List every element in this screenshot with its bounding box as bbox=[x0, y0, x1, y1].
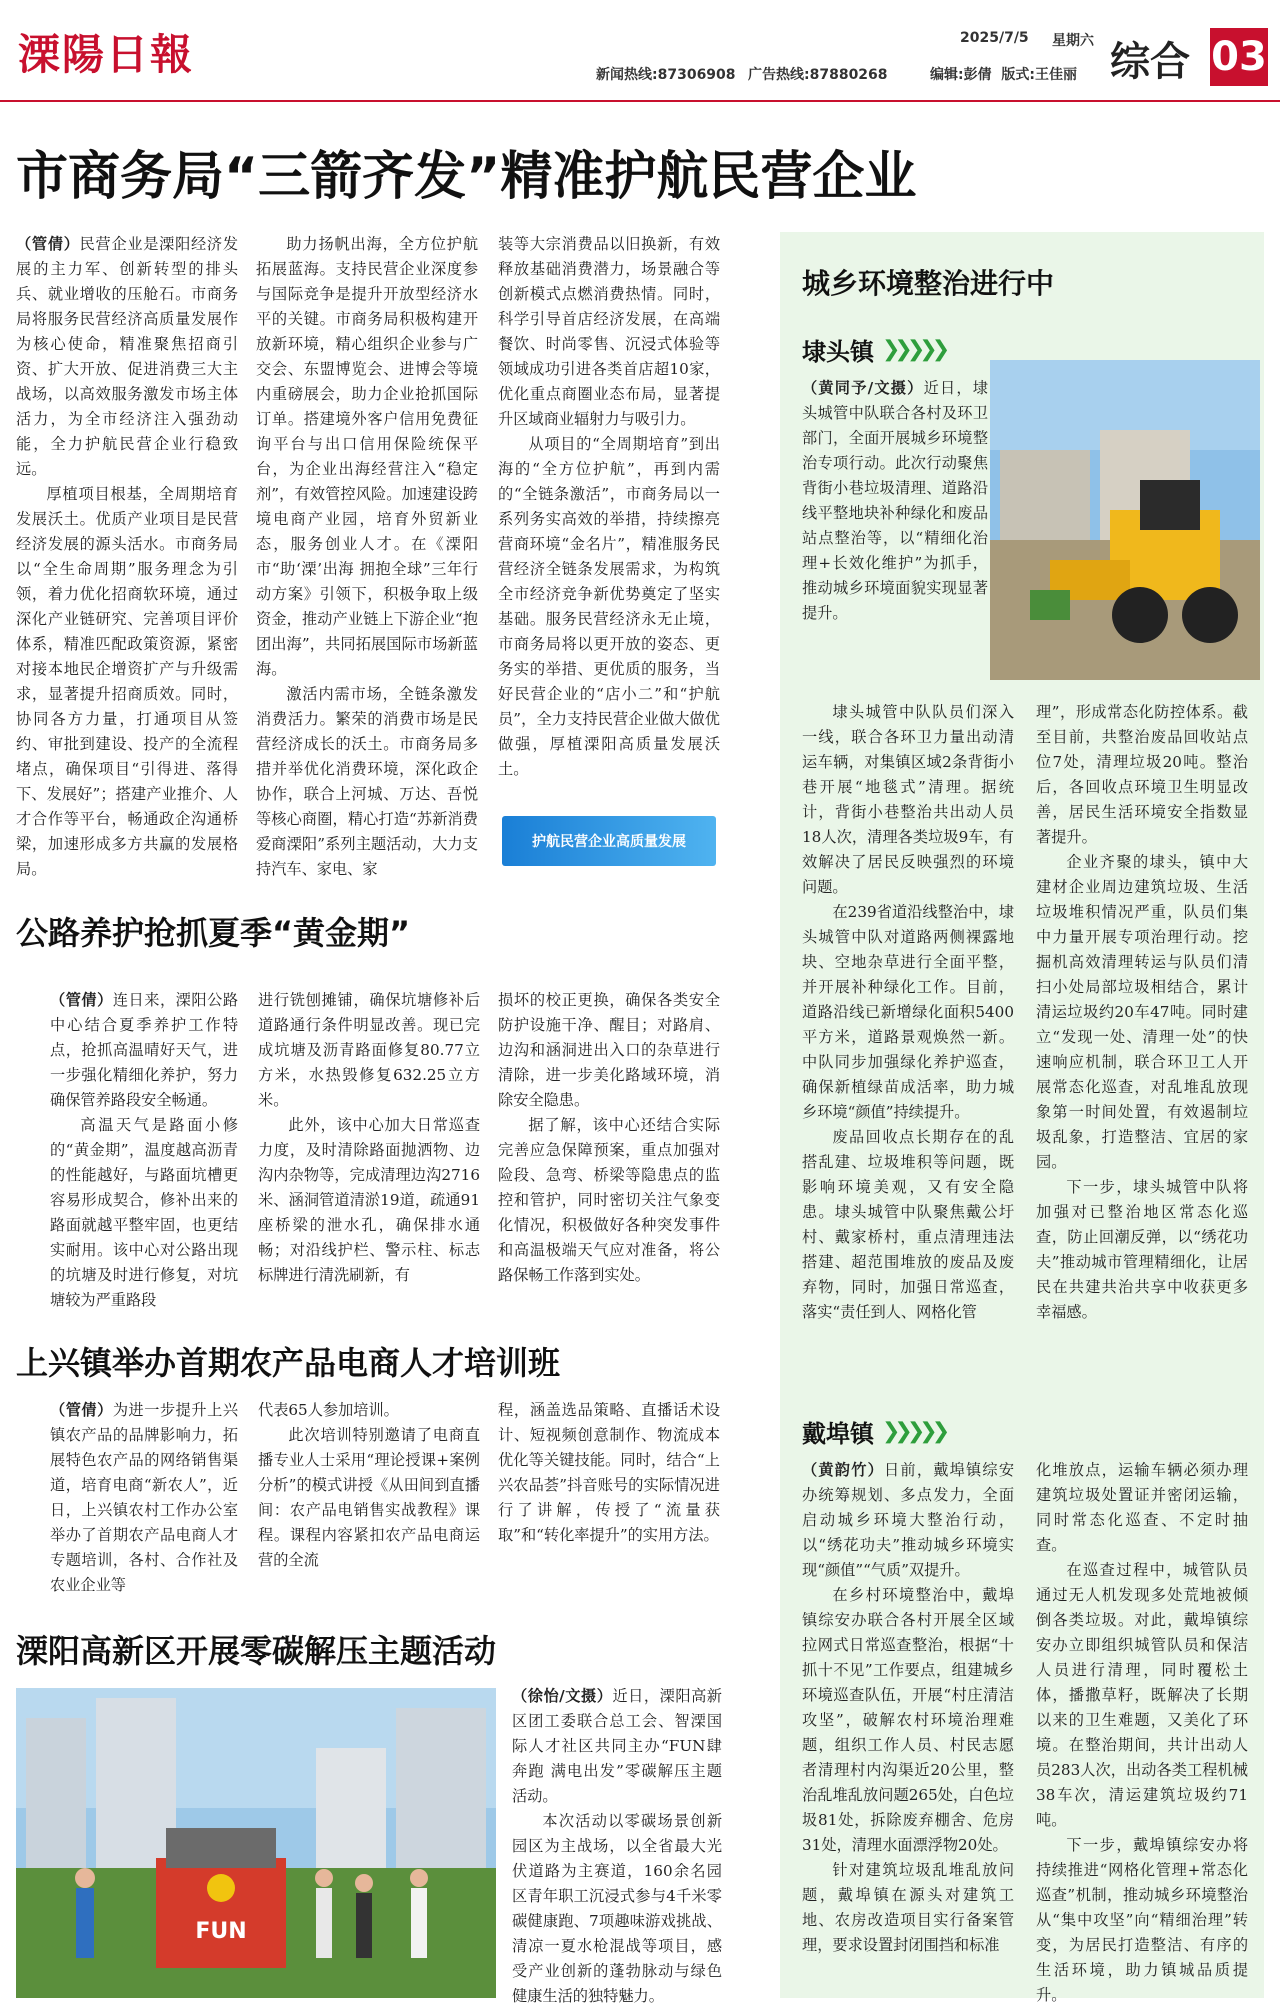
town1-heading bbox=[802, 332, 944, 367]
article4-col bbox=[512, 1684, 722, 2005]
article1-col1 bbox=[16, 232, 238, 880]
photo-sign-text: FUN bbox=[195, 1919, 247, 1944]
town1-intro-text: 近日，埭头城管中队联合各村及环卫部门，全面开展城乡环境整治专项行动。此次行动聚焦背街小巷垃圾清理、道路沿线平整地块补种绿化和废品站点整治等，以“精细化治理+长效化维护”为抓手，推动城乡环境面貌实现显著提升。 bbox=[802, 379, 988, 622]
article1-col1-p2: 厚植项目根基，全周期培育发展沃土。优质产业项目是民营经济发展的源头活水。市商务局以“全生命周期”服务理念为引领，着力优化招商软环境，通过深化产业链研究、完善项目评价体系，精准匹配政策资源，紧密对接本地民企增资扩产与升级需求，显著提升招商质效。同时，协同各方力量，打通项目从签约、审批到建设、投产的全流程堵点，确保项目“引得进、落得下、发展好”；搭建产业推介、人才合作等平台，畅通政企沟通桥梁，加速形成多方共赢的发展格局。 bbox=[16, 485, 238, 878]
article2-col2 bbox=[258, 988, 480, 1290]
town2-col2-p2: 在巡查过程中，城管队员通过无人机发现多处荒地被倾倒各类垃圾。对此，戴埠镇综安办立即组织城管队员和保洁人员进行清理，同时覆松土体，播撒草籽，既解决了长期以来的卫生难题，又美化了环境。在整治期间，共计出动人员283人次，出动各类工程机械38车次，清运建筑垃圾约71吨。 bbox=[1036, 1561, 1248, 1829]
article1-title: 市商务局“三箭齐发”精准护航民营企业 bbox=[16, 147, 917, 207]
article2-col3-p2: 据了解，该中心还结合实际完善应急保障预案，重点加强对险段、急弯、桥梁等隐患点的监控和管护，同时密切关注气象变化情况，积极做好各种突发事件和高温极端天气应对准备，将公路保畅工作落到实处。 bbox=[498, 1116, 720, 1284]
article2-col2-p1: 进行铣刨摊铺，确保坑塘修补后道路通行条件明显改善。现已完成坑塘及沥青路面修复80.77立方米，水热毁修复632.25立方米。 bbox=[258, 991, 480, 1109]
article3-col2-p1: 代表65人参加培训。 bbox=[258, 1401, 399, 1419]
article1-col3 bbox=[498, 232, 720, 798]
article3-col3 bbox=[498, 1398, 720, 1588]
ad-hotline: 广告热线:87880268 bbox=[748, 67, 888, 83]
town1-col1-p3: 废品回收点长期存在的乱搭乱建、垃圾堆积等问题，既影响环境美观，又有安全隐患。埭头城管中队聚焦戴公圩村、戴家桥村，重点清理违法搭建、超范围堆放的废品及废弃物，同时，加强日常巡查，落实“责任到人、网格化管 bbox=[802, 1128, 1014, 1321]
sidebar-title: 城乡环境整治进行中 bbox=[802, 267, 1055, 300]
section-name: 综合 bbox=[1110, 39, 1190, 85]
article2-title: 公路养护抢抓夏季“黄金期” bbox=[16, 914, 411, 952]
town1-col2-p3: 下一步，埭头城管中队将加强对已整治地区常态化巡查，防止回潮反弹，以“绣花功夫”推动城市管理精细化，让居民在共建共治共享中收获更多幸福感。 bbox=[1036, 1178, 1248, 1321]
article3-col1 bbox=[50, 1398, 239, 1594]
article2-col1-p2: 高温天气是路面小修的“黄金期”，温度越高沥青的性能越好，与路面坑槽更容易形成契合，修补出来的路面就越平整牢固，也更结实耐用。该中心对公路出现的坑塘及时进行修复，对坑塘较为严重路段 bbox=[50, 1116, 238, 1309]
chevrons-icon: ❯❯❯❯❯ bbox=[882, 1419, 945, 1444]
town2-heading bbox=[802, 1414, 944, 1449]
article1-col2-p2: 激活内需市场，全链条激发消费活力。繁荣的消费市场是民营经济成长的沃土。市商务局多措并举优化消费环境，深化政企协作，联合上河城、万达、吾悦等核心商圈，精心打造“苏新消费爱商溧阳”系列主题活动，大力支持汽车、家电、家 bbox=[256, 685, 478, 878]
article4-title: 溧阳高新区开展零碳解压主题活动 bbox=[16, 1632, 497, 1670]
issue-weekday: 星期六 bbox=[1052, 33, 1094, 49]
town2-col2 bbox=[1036, 1458, 1248, 2004]
news-hotline: 新闻热线:87306908 bbox=[596, 67, 736, 83]
article2-col2-p2: 此外，该中心加大日常巡查力度，及时清除路面抛洒物、边沟内杂物等，完成清理边沟2716米、涵洞管道清淤19道，疏通91座桥梁的泄水孔，确保排水通畅；对沿线护栏、警示柱、标志标牌进行清洗刷新，有 bbox=[258, 1116, 480, 1284]
town1-col1 bbox=[802, 700, 1014, 1350]
masthead: 溧陽日報 bbox=[18, 30, 195, 79]
town1-col2 bbox=[1036, 700, 1248, 1320]
article1-col2-p1: 助力扬帆出海，全方位护航拓展蓝海。支持民营企业深度参与国际竞争是提升开放型经济水平的关键。市商务局积极构建开放新环境，精心组织企业参与广交会、东盟博览会、进博会等境内重磅展会，助力企业抢抓国际订单。搭建境外客户信用免费征询平台与出口信用保险统保平台，为企业出海经营注入“稳定剂”，有效管控风险。加速建设跨境电商产业园，培育外贸新业态，服务创业人才。在《溧阳市“助‘溧’出海 拥抱全球”三年行动方案》引领下，积极争取上级资金，推动产业链上下游企业“抱团出海”，共同拓展国际市场新蓝海。 bbox=[256, 235, 478, 678]
event-photo-illustration bbox=[16, 1688, 496, 1998]
article3-byline: （管倩） bbox=[50, 1401, 113, 1419]
article1-col3-p1: 装等大宗消费品以旧换新，有效释放基础消费潜力，场景融合等创新模式点燃消费热情。同时，科学引导首店经济发展，在高端餐饮、时尚零售、沉浸式体验等领域成功引进各类首店超10家，优化重点商圈业态布局，显著提升区域商业辐射力与吸引力。 bbox=[498, 235, 720, 428]
article2-byline: （管倩） bbox=[50, 991, 113, 1009]
article1-col2 bbox=[256, 232, 478, 880]
issue-date: 2025/7/5 bbox=[960, 30, 1029, 46]
chevrons-icon: ❯❯❯❯❯ bbox=[882, 337, 945, 362]
article2-col3 bbox=[498, 988, 720, 1290]
article2-col1 bbox=[50, 988, 239, 1309]
town1-col2-p2: 企业齐聚的埭头，镇中大建材企业周边建筑垃圾、生活垃圾堆积情况严重，队员们集中力量开展专项治理行动。挖掘机高效清理转运与队员们清扫小处局部垃圾相结合，累计清运垃圾约20车47吨。同时建立“发现一处、清理一处”的快速响应机制，联合环卫工人开展常态化巡查，对乱堆乱放现象第一时间处置，有效遏制垃圾乱象，打造整洁、宜居的家园。 bbox=[1036, 853, 1248, 1171]
town2-col1-p1: 日前，戴埠镇综安办统筹规划、多点发力，全面启动城乡环境大整治行动，以“绣花功夫”推动城乡环境实现“颜值”“气质”双提升。 bbox=[802, 1461, 1015, 1579]
town1-col2-p1: 理”，形成常态化防控体系。截至目前，共整治废品回收站点位7处，清理垃圾20吨。整治后，各回收点环境卫生明显改善，居民生活环境安全指数显著提升。 bbox=[1036, 703, 1248, 846]
article2-col3-p1: 损坏的校正更换，确保各类安全防护设施干净、醒目；对路肩、边沟和涵洞进出入口的杂草进行清除，进一步美化路域环境，消除安全隐患。 bbox=[498, 991, 720, 1109]
article1-col3-p2: 从项目的“全周期培育”到出海的“全方位护航”，再到内需的“全链条激活”，市商务局以一系列务实高效的举措，持续擦亮营商环境“金名片”，精准服务民营经济全链条发展需求，为构筑全市经济竞争新优势奠定了坚实基础。服务民营经济永无止境，市商务局将以更开放的姿态、更务实的举措、更优质的服务，当好民营企业的“店小二”和“护航员”，全力支持民营企业做大做优做强，厚植溧阳高质量发展沃土。 bbox=[498, 435, 720, 778]
excavator-photo-illustration bbox=[990, 360, 1260, 680]
town2-col1-p2: 在乡村环境整治中，戴埠镇综安办联合各村开展全区域拉网式日常巡查整治，根据“十抓十不见”工作要点，组建城乡环境巡查队伍，开展“村庄清洁攻坚”，破解农村环境治理难题，组织工作人员、村民志愿者清理村内沟渠近20公里，整治乱堆乱放问题265处，白色垃圾81处，拆除废弃棚舍、危房31处，清理水面漂浮物20处。 bbox=[802, 1586, 1014, 1854]
town1-photo bbox=[990, 360, 1260, 680]
town1-intro bbox=[802, 376, 988, 702]
town2-name: 戴埠镇 bbox=[802, 1420, 874, 1448]
town2-byline: （黄韵竹） bbox=[802, 1461, 885, 1479]
editor: 编辑:彭倩 bbox=[930, 67, 992, 83]
page-number: 03 bbox=[1210, 28, 1268, 86]
town1-byline: （黄同予/文摄） bbox=[802, 379, 924, 397]
article1-byline: （管倩） bbox=[16, 235, 80, 253]
town2-col2-p1: 化堆放点，运输车辆必须办理建筑垃圾处置证并密闭运输，同时常态化巡查、不定时抽查。 bbox=[1036, 1461, 1248, 1554]
editor-line bbox=[930, 64, 1077, 84]
article4-byline: （徐怡/文摄） bbox=[512, 1687, 613, 1705]
article2-col1-p1: 连日来，溧阳公路中心结合夏季养护工作特点，抢抓高温晴好天气，进一步强化精细化养护，努力确保管养路段安全畅通。 bbox=[50, 991, 239, 1109]
article3-col2-p2: 此次培训特别邀请了电商直播专业人士采用“理论授课+案例分析”的模式讲授《从田间到直播间：农产品电销售实战教程》课程。课程内容紧扣农产品电商运营的全流 bbox=[258, 1426, 480, 1569]
town1-col1-p1: 埭头城管中队队员们深入一线，联合各环卫力量出动清运车辆，对集镇区域2条背街小巷开展“地毯式”清理。据统计，背街小巷整治共出动人员18人次，清理各类垃圾9车，有效解决了居民反映强烈的环境问题。 bbox=[802, 703, 1014, 896]
article3-col2 bbox=[258, 1398, 480, 1588]
article3-title: 上兴镇举办首期农产品电商人才培训班 bbox=[16, 1344, 561, 1382]
town2-col1 bbox=[802, 1458, 1014, 1998]
designer: 版式:王佳丽 bbox=[1001, 67, 1077, 83]
article1-banner: 护航民营企业高质量发展 bbox=[502, 816, 716, 866]
article4-col-p2: 本次活动以零碳场景创新园区为主战场，以全省最大光伏道路为主赛道，160余名园区青年职工沉浸式参与4千米零碳健康跑、7项趣味游戏挑战、清凉一夏水枪混战等项目，感受产业创新的蓬勃脉动与绿色健康生活的独特魅力。 bbox=[512, 1812, 722, 2005]
article4-col-p1: 近日，溧阳高新区团工委联合总工会、智溧国际人才社区共同主办“FUN肆奔跑 满电出发”零碳解压主题活动。 bbox=[512, 1687, 722, 1805]
town2-col2-p3: 下一步，戴埠镇综安办将持续推进“网格化管理+常态化巡查”机制，推动城乡环境整治从“集中攻坚”向“精细治理”转变，为居民打造整洁、有序的生活环境，助力镇城品质提升。 bbox=[1036, 1836, 1248, 2004]
town2-col1-p3: 针对建筑垃圾乱堆乱放问题，戴埠镇在源头对建筑工地、农房改造项目实行备案管理，要求设置封闭围挡和标准 bbox=[802, 1861, 1014, 1954]
article3-col3-p1: 程，涵盖选品策略、直播话术设计、短视频创意制作、物流成本优化等关键技能。同时，结合“上兴农品荟”抖音账号的实际情况进行了讲解，传授了“流量获取”和“转化率提升”的实用方法。 bbox=[498, 1401, 720, 1544]
article4-photo bbox=[16, 1688, 496, 1998]
article1-col1-p1: 民营企业是溧阳经济发展的主力军、创新转型的排头兵、就业增收的压舱石。市商务局将服务民营经济高质量发展作为核心使命，精准聚焦招商引资、扩大开放、促进消费三大主战场，以高效服务激发市场主体活力，为全市经济注入强劲动能，全力护航民营企业行稳致远。 bbox=[16, 235, 239, 478]
town1-col1-p2: 在239省道沿线整治中，埭头城管中队对道路两侧裸露地块、空地杂草进行全面平整，并开展补种绿化工作。目前，道路沿线已新增绿化面积5400平方米，道路景观焕然一新。中队同步加强绿化养护巡查，确保新植绿苗成活率，助力城乡环境“颜值”持续提升。 bbox=[802, 903, 1014, 1121]
town1-name: 埭头镇 bbox=[802, 338, 874, 366]
header-rule bbox=[0, 100, 1280, 102]
article3-col1-p1: 为进一步提升上兴镇农产品的品牌影响力，拓展特色农产品的网络销售渠道，培育电商“新农人”，近日，上兴镇农村工作办公室举办了首期农产品电商人才专题培训，各村、合作社及农业企业等 bbox=[50, 1401, 239, 1594]
